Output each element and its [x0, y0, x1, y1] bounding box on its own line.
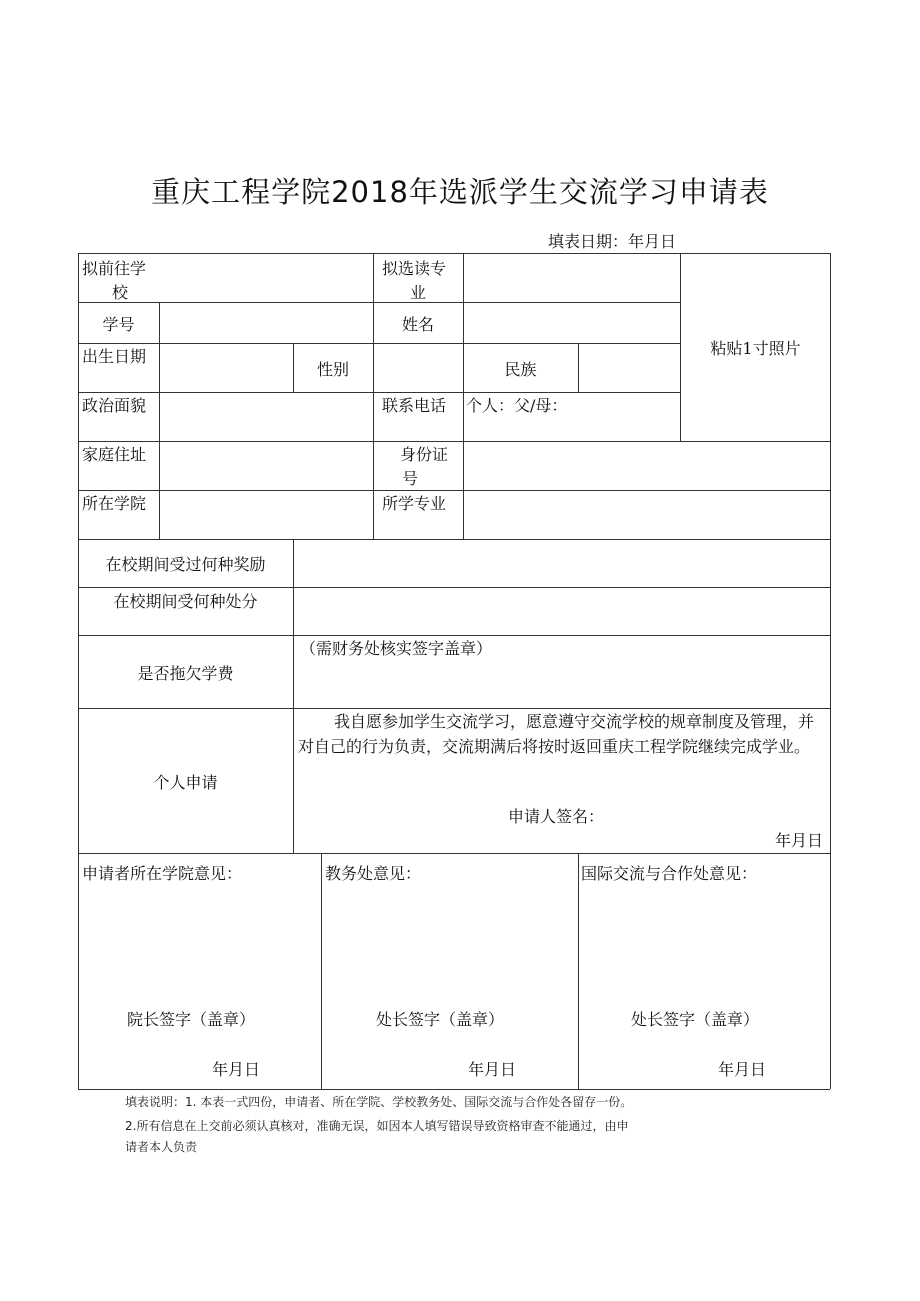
page-title: 重庆工程学院2018年选派学生交流学习申请表 [151, 175, 769, 209]
note-line-2: 2.所有信息在上交前必须认真核对，准确无误，如因本人填写错误导致资格审查不能通过，由申 [125, 1119, 629, 1133]
birth-date-label: 出生日期 [82, 347, 147, 366]
college-opinion-date: 年月日 [212, 1060, 261, 1079]
international-office-opinion-sign: 处长签字（盖章） [631, 1010, 760, 1029]
major-input[interactable] [464, 491, 829, 538]
student-id-label: 学号 [102, 314, 135, 334]
target-school-input[interactable] [160, 254, 372, 301]
college-input[interactable] [160, 491, 372, 538]
college-opinion-sign: 院长签字（盖章） [127, 1010, 256, 1029]
home-address-label: 家庭住址 [82, 445, 147, 464]
gender-label: 性别 [316, 359, 349, 379]
gender-input[interactable] [374, 344, 462, 391]
photo-placeholder[interactable]: 粘贴1寸照片 [710, 339, 801, 358]
note-line-3: 请者本人负责 [125, 1140, 198, 1154]
note-line-1: 填表说明：1. 本表一式四份，申请者、所在学院、学校教务处、国际交流与合作处各留存一份。 [125, 1095, 633, 1109]
political-status-label: 政治面貌 [82, 396, 147, 415]
target-school-label: 拟前往学 校 [82, 259, 147, 302]
tuition-note: （需财务处核实签字盖章） [300, 639, 493, 658]
college-opinion-title: 申请者所在学院意见： [82, 864, 243, 883]
id-number-input[interactable] [464, 442, 829, 489]
name-label: 姓名 [401, 314, 434, 334]
home-address-input[interactable] [160, 442, 372, 489]
academic-affairs-opinion-date: 年月日 [468, 1060, 517, 1079]
college-label: 所在学院 [82, 494, 147, 513]
political-status-input[interactable] [160, 393, 372, 440]
fill-date: 填表日期：年月日 [548, 232, 677, 251]
application-date: 年月日 [775, 831, 824, 850]
student-id-input[interactable] [160, 303, 372, 342]
target-major-label: 拟选读专 业 [382, 259, 447, 302]
name-input[interactable] [464, 303, 679, 342]
international-office-opinion-date: 年月日 [718, 1060, 767, 1079]
awards-label: 在校期间受过何种奖励 [105, 555, 266, 574]
application-label: 个人申请 [153, 772, 218, 792]
major-label: 所学专业 [382, 494, 447, 513]
phone-label: 联系电话 [382, 396, 447, 415]
academic-affairs-opinion-title: 教务处意见： [325, 864, 422, 883]
ethnicity-input[interactable] [579, 344, 679, 391]
international-office-opinion-title: 国际交流与合作处意见： [581, 864, 758, 883]
target-major-input[interactable] [464, 254, 679, 301]
applicant-signature-label: 申请人签名： [508, 807, 605, 826]
punishments-input[interactable] [294, 588, 829, 634]
ethnicity-label: 民族 [504, 359, 537, 379]
phone-input[interactable]: 个人：父/母： [466, 396, 568, 415]
application-statement: 我自愿参加学生交流学习，愿意遵守交流学校的规章制度及管理，并对自己的行为负责，交流期满后将按时返回重庆工程学院继续完成学业。 [298, 712, 815, 756]
punishments-label: 在校期间受何种处分 [113, 591, 258, 611]
tuition-input[interactable] [294, 662, 829, 707]
awards-input[interactable] [294, 540, 829, 586]
id-number-label: 身份证 号 [400, 445, 449, 488]
birth-date-input[interactable] [160, 344, 292, 391]
academic-affairs-opinion-sign: 处长签字（盖章） [376, 1010, 505, 1029]
tuition-owed-label: 是否拖欠学费 [137, 663, 234, 683]
